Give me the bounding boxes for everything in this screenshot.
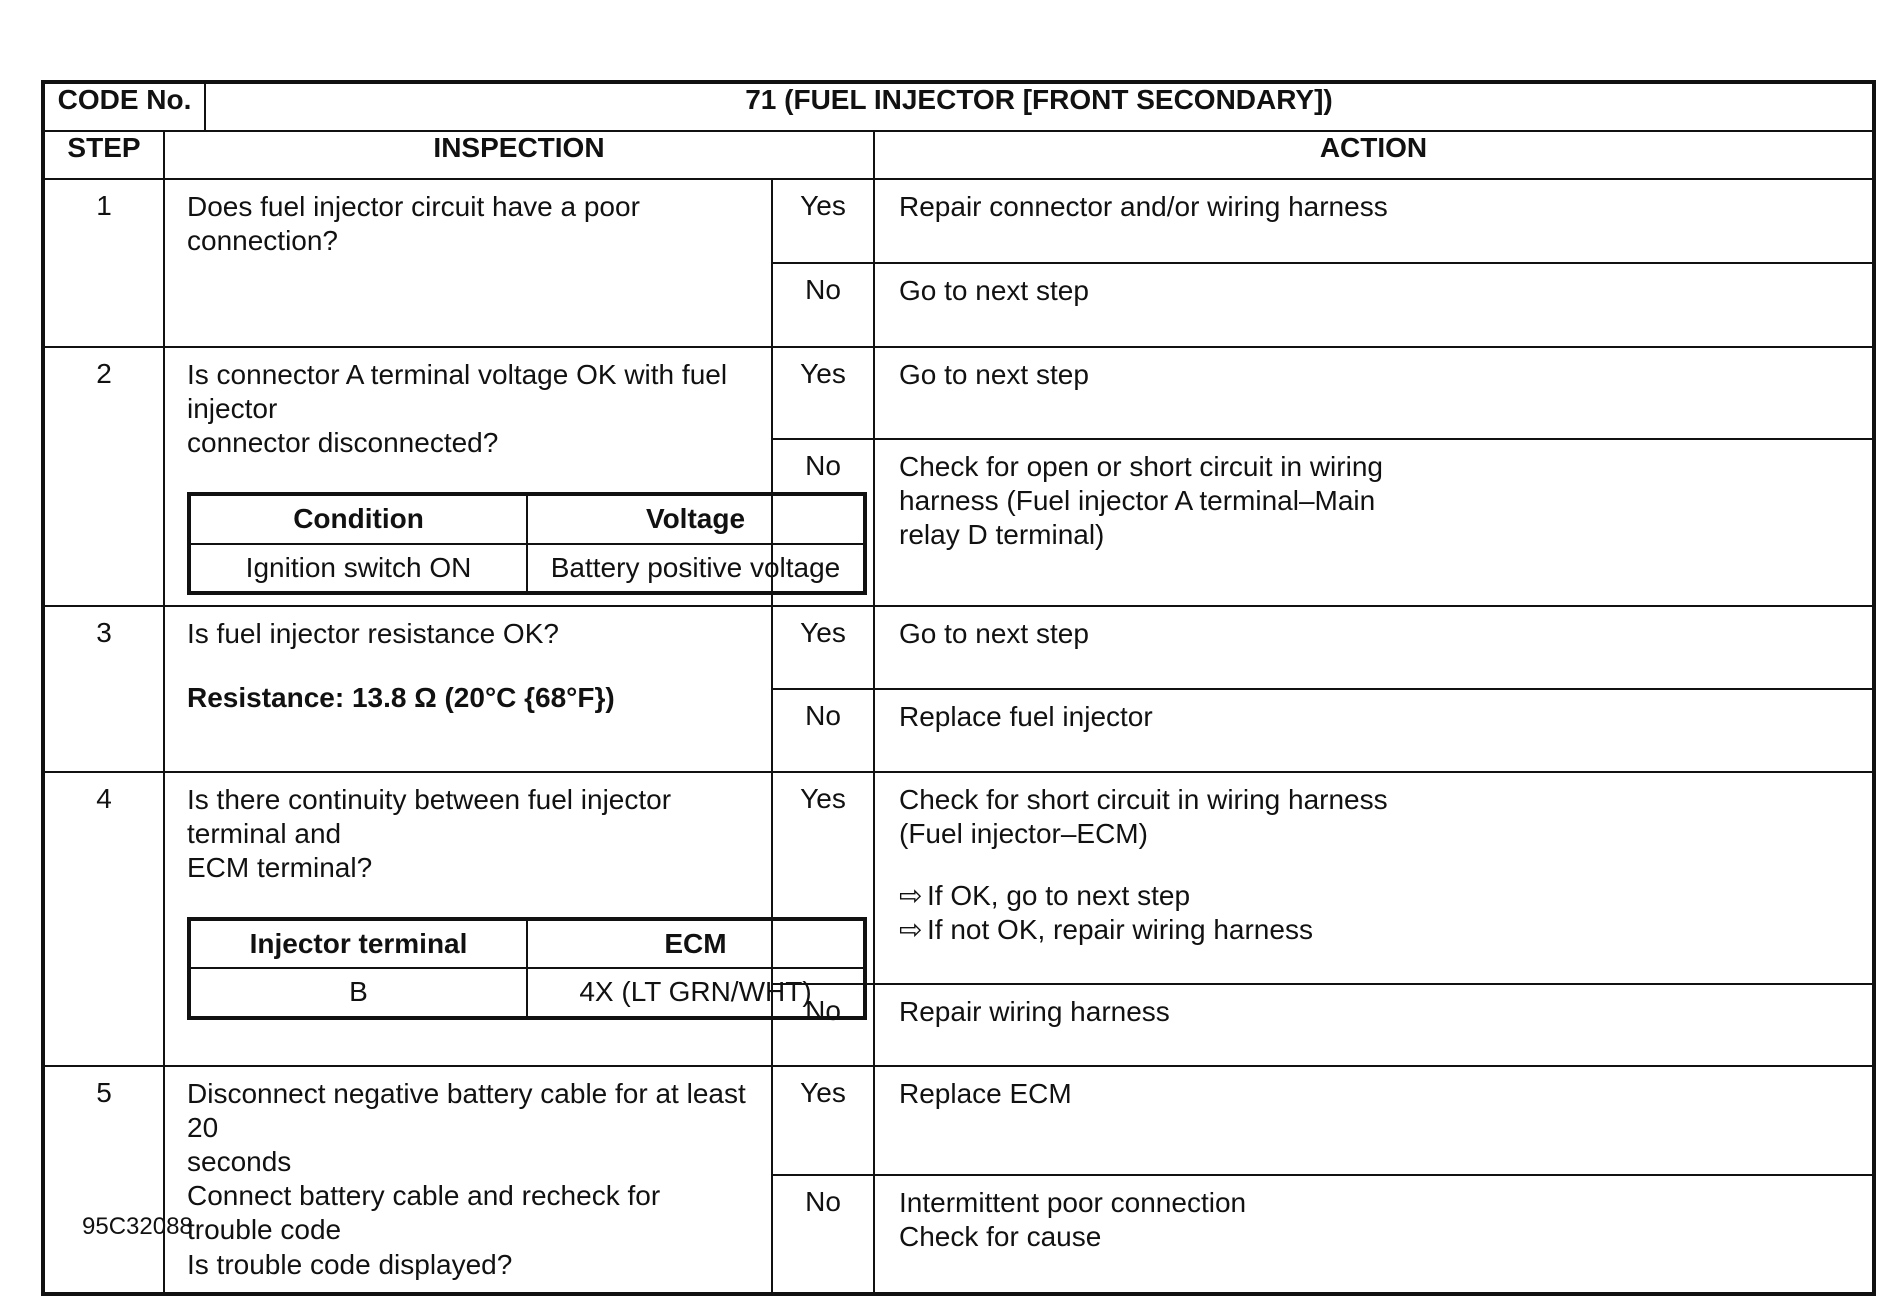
inspection-line: Is fuel injector resistance OK?: [187, 617, 559, 649]
inspection-cell: [164, 606, 772, 772]
yes-label: Yes: [772, 772, 874, 984]
inspection-line: Is connector A terminal voltage OK with fuel injector: [187, 359, 728, 425]
no-label: No: [772, 439, 874, 606]
inspection-line: Is there continuity between fuel injector terminal and: [187, 783, 672, 849]
action-line: relay D terminal): [899, 519, 1105, 551]
no-label: No: [772, 984, 874, 1066]
action-line: Check for cause: [899, 1221, 1102, 1253]
step-number: 5: [43, 1066, 164, 1294]
diagnostic-table: [41, 80, 1876, 1296]
condition-voltage-table: [187, 492, 867, 594]
step-4-yes-row: [43, 772, 1874, 984]
no-action: Go to next step: [874, 263, 1874, 347]
inspection-header: INSPECTION: [164, 131, 874, 179]
code-label: CODE No.: [43, 82, 205, 131]
step-2-yes-row: [43, 347, 1874, 439]
step-number: 2: [43, 347, 164, 606]
no-label: No: [772, 1175, 874, 1294]
figure-id: 95C32088: [82, 1213, 193, 1240]
yes-action: Repair connector and/or wiring harness: [874, 179, 1874, 263]
inspection-text: Does fuel injector circuit have a poor connection?: [164, 179, 772, 347]
no-action: [874, 439, 1874, 606]
injector-ecm-table: [187, 917, 867, 1019]
action-line: ⇨ If OK, go to next step: [899, 879, 1848, 913]
condition-value: Ignition switch ON: [189, 544, 527, 593]
yes-label: Yes: [772, 179, 874, 263]
voltage-value: Battery positive voltage: [527, 544, 865, 593]
code-title: 71 (FUEL INJECTOR [FRONT SECONDARY]): [205, 82, 1874, 131]
action-line: Check for short circuit in wiring harness: [899, 783, 1388, 815]
no-action: Repair wiring harness: [874, 984, 1874, 1066]
no-action: [874, 1175, 1874, 1294]
no-label: No: [772, 689, 874, 772]
inspection-line: ECM terminal?: [187, 852, 373, 884]
condition-header: Condition: [189, 494, 527, 543]
ecm-header: ECM: [527, 919, 865, 968]
yes-action: Go to next step: [874, 606, 1874, 689]
step-number: 4: [43, 772, 164, 1066]
yes-label: Yes: [772, 1066, 874, 1175]
action-header: ACTION: [874, 131, 1874, 179]
inspection-line: Disconnect negative battery cable for at least 20: [187, 1077, 746, 1143]
inspection-line: Connect battery cable and recheck for trouble code: [187, 1180, 661, 1246]
yes-action: [874, 772, 1874, 984]
inspection-cell: [164, 1066, 772, 1294]
no-action: Replace fuel injector: [874, 689, 1874, 772]
step-number: 3: [43, 606, 164, 772]
step-5-yes-row: [43, 1066, 1874, 1175]
yes-label: Yes: [772, 347, 874, 439]
step-3-yes-row: [43, 606, 1874, 689]
step-1-yes-row: [43, 179, 1874, 263]
action-line: Check for open or short circuit in wiring: [899, 451, 1383, 482]
column-header-row: [43, 131, 1874, 179]
code-row: [43, 82, 1874, 131]
yes-label: Yes: [772, 606, 874, 689]
action-line: (Fuel injector–ECM): [899, 817, 1148, 849]
step-number: 1: [43, 179, 164, 347]
ecm-value: 4X (LT GRN/WHT): [527, 968, 865, 1017]
yes-action: Go to next step: [874, 347, 1874, 439]
diagnostic-table-sheet: [41, 80, 1872, 1296]
resistance-spec: Resistance: 13.8 Ω (20°C {68°F}): [187, 681, 615, 713]
voltage-header: Voltage: [527, 494, 865, 543]
inspection-line: connector disconnected?: [187, 427, 499, 459]
step-header: STEP: [43, 131, 164, 179]
injector-terminal-header: Injector terminal: [189, 919, 527, 968]
arrow-right-icon: ⇨: [899, 914, 923, 946]
action-line: ⇨ If not OK, repair wiring harness: [899, 913, 1848, 947]
inspection-cell: [164, 772, 812, 1066]
arrow-right-icon: ⇨: [899, 880, 923, 912]
no-label: No: [772, 263, 874, 347]
action-line: Intermittent poor connection: [899, 1186, 1247, 1218]
inspection-line: seconds: [187, 1146, 292, 1178]
inspection-line: Is trouble code displayed?: [187, 1248, 513, 1280]
action-line: harness (Fuel injector A terminal–Main: [899, 485, 1376, 517]
yes-action: Replace ECM: [874, 1066, 1874, 1175]
injector-terminal-value: B: [189, 968, 527, 1017]
